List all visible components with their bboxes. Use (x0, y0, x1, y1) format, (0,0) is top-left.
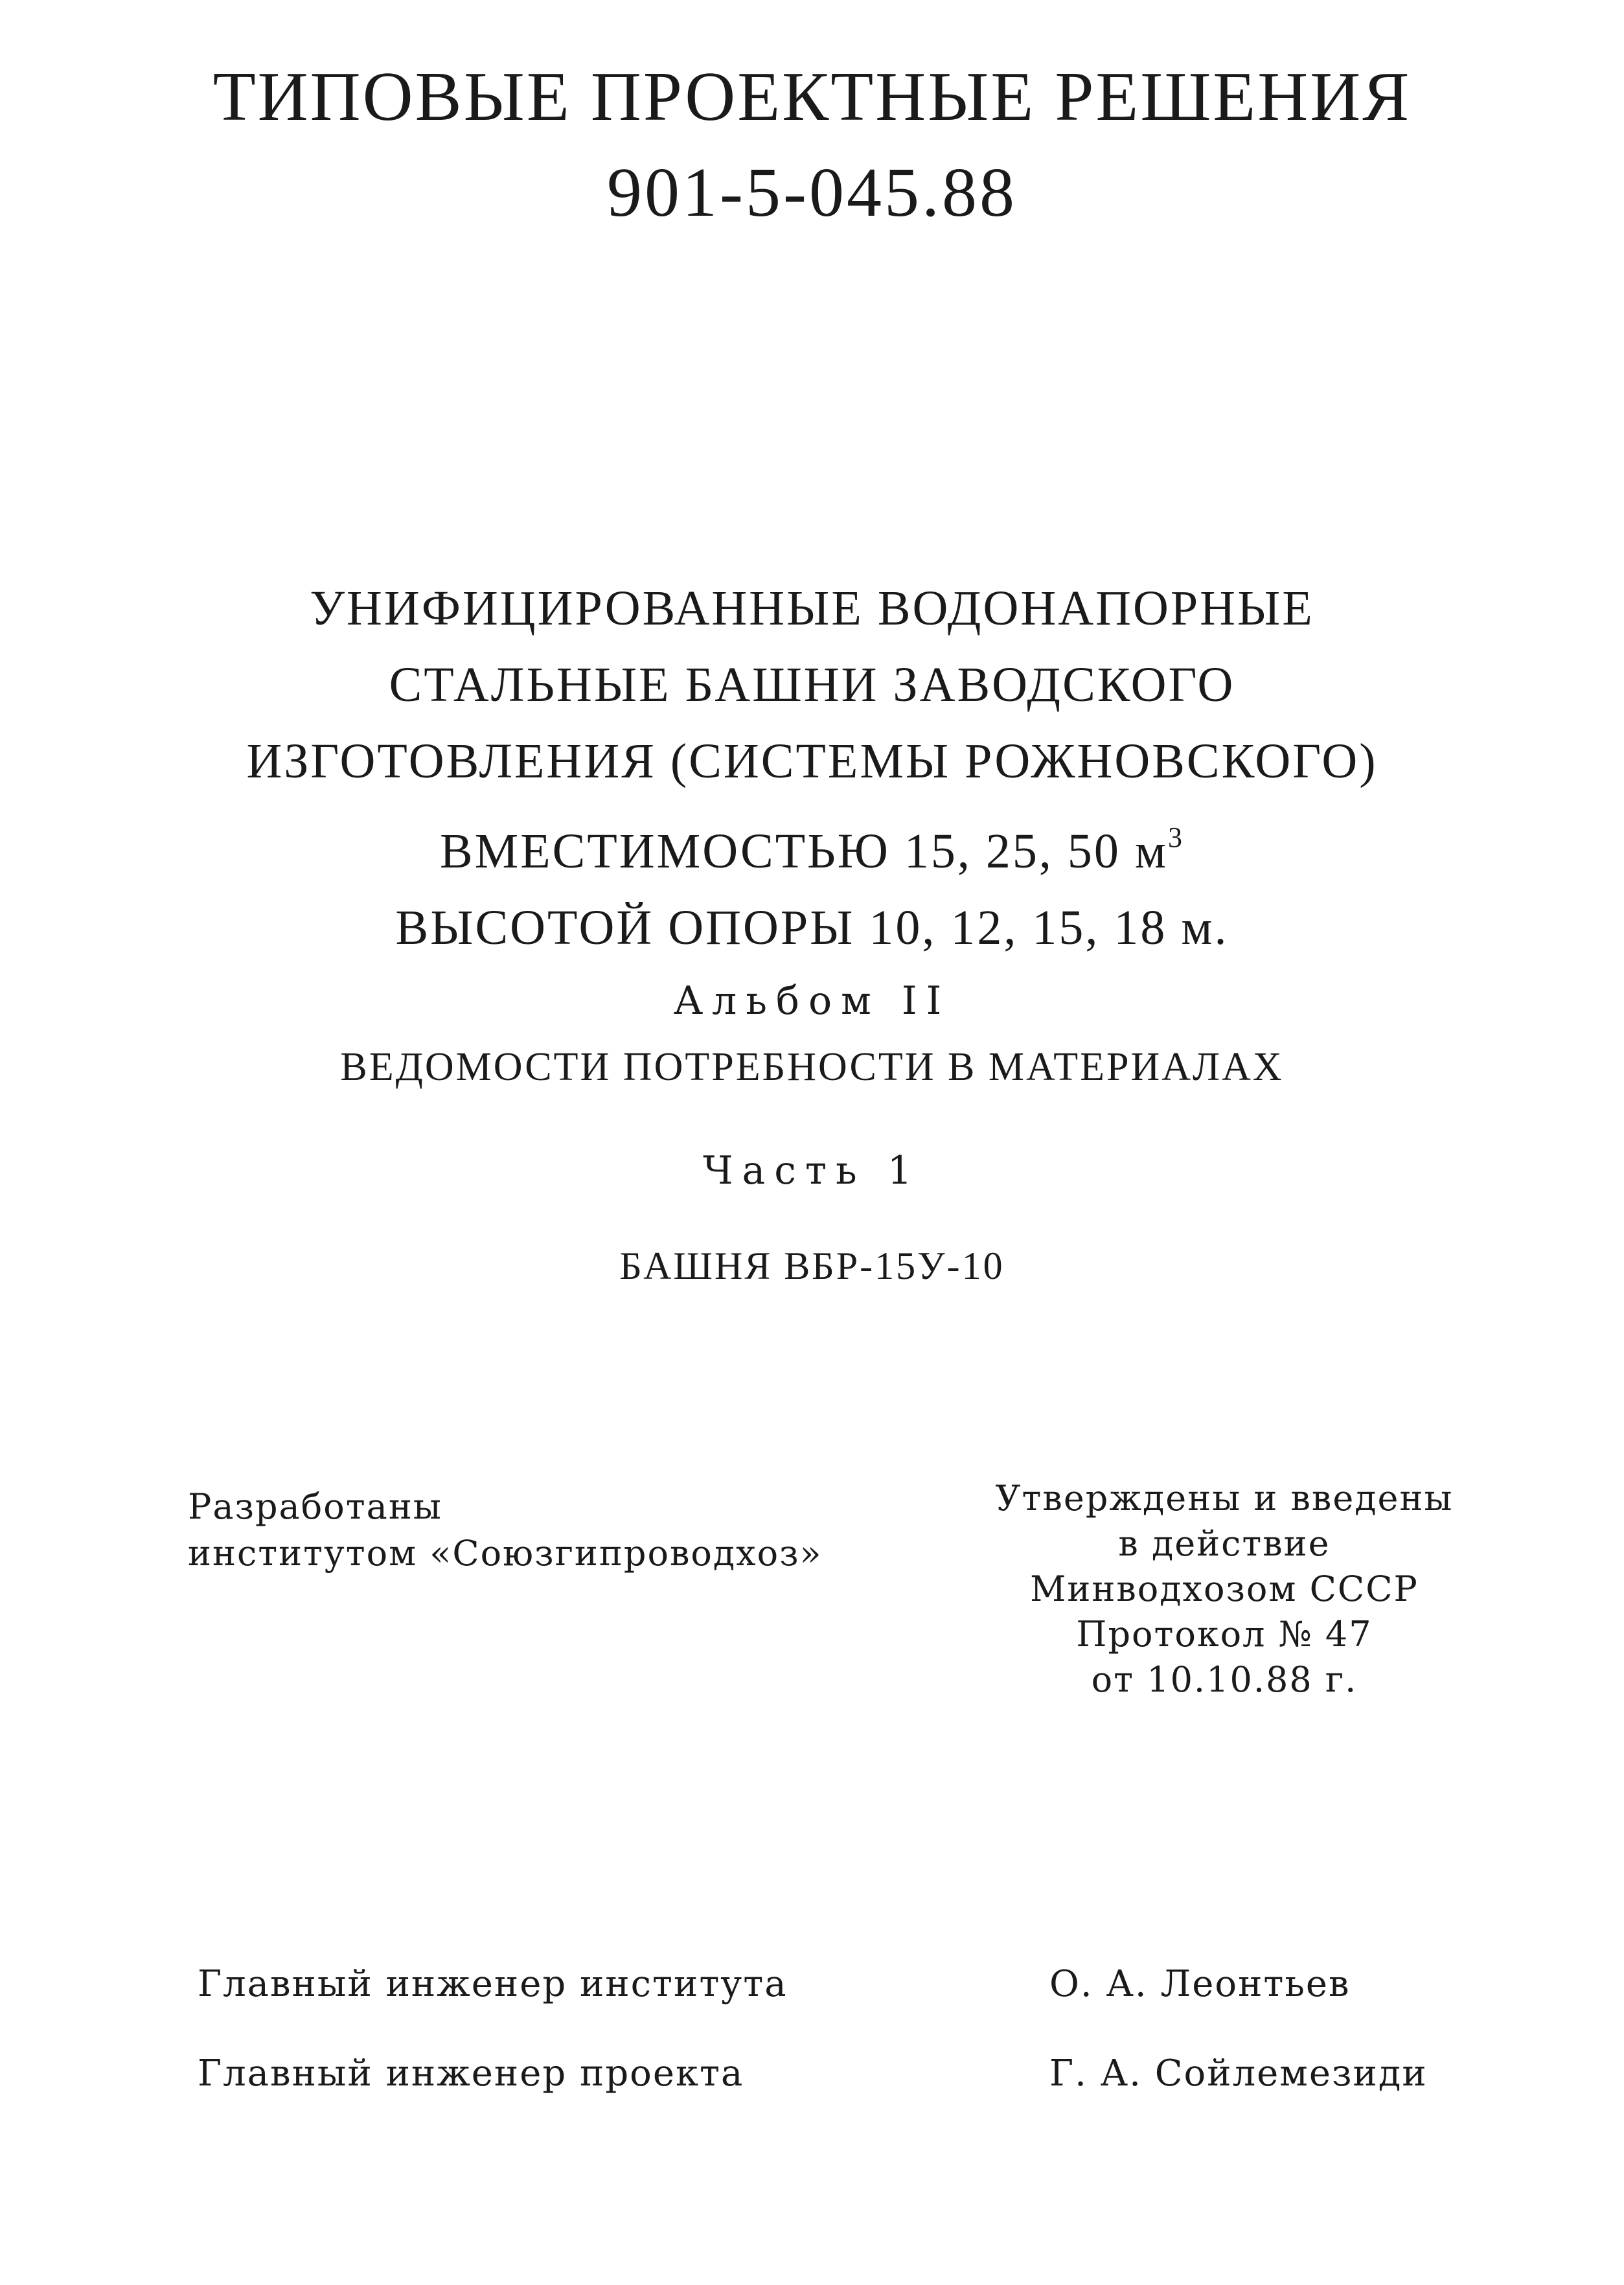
developed-by-line-1: Разработаны (188, 1486, 442, 1527)
capacity-superscript: 3 (1168, 821, 1185, 853)
approved-by-line-2: в действие (1118, 1523, 1331, 1564)
signature-name-chief-engineer-institute: О. А. Леонтьев (1049, 1963, 1351, 2005)
tower-designation: БАШНЯ ВБР-15У-10 (619, 1245, 1005, 1287)
title-line-2: СТАЛЬНЫЕ БАШНИ ЗАВОДСКОГО (389, 658, 1235, 712)
album-label: Альбом II (673, 978, 951, 1024)
signature-name-chief-engineer-project: Г. А. Сойлемезиди (1049, 2052, 1428, 2095)
document-title (0, 570, 1624, 966)
approved-by-line-3: Минводхозом СССР (1030, 1568, 1419, 1609)
title-line-1: УНИФИЦИРОВАННЫЕ ВОДОНАПОРНЫЕ (310, 581, 1314, 636)
approved-by-block (933, 1476, 1516, 1703)
part-label: Часть 1 (703, 1148, 921, 1193)
signature-role-chief-engineer-project: Главный инженер проекта (198, 2052, 744, 2095)
series-number: 901-5-045.88 (607, 154, 1017, 231)
developed-by-line-2: институтом «Союзгипроводхоз» (188, 1533, 823, 1574)
title-line-3: ИЗГОТОВЛЕНИЯ (СИСТЕМЫ РОЖНОВСКОГО) (246, 734, 1378, 788)
approved-by-line-4: Протокол № 47 (1076, 1614, 1373, 1655)
capacity-line (0, 799, 1624, 890)
approved-by-line-1: Утверждены и введены (995, 1478, 1454, 1519)
series-title: ТИПОВЫЕ ПРОЕКТНЫЕ РЕШЕНИЯ (212, 58, 1412, 135)
developed-by-block (188, 1484, 823, 1577)
album-subject: ВЕДОМОСТИ ПОТРЕБНОСТИ В МАТЕРИАЛАХ (340, 1045, 1284, 1089)
approved-by-line-5: от 10.10.88 г. (1091, 1659, 1358, 1700)
signature-role-chief-engineer-institute: Главный инженер института (198, 1963, 788, 2005)
height-line: ВЫСОТОЙ ОПОРЫ 10, 12, 15, 18 м. (395, 901, 1229, 955)
capacity-text: ВМЕСТИМОСТЬЮ 15, 25, 50 м (439, 824, 1169, 878)
